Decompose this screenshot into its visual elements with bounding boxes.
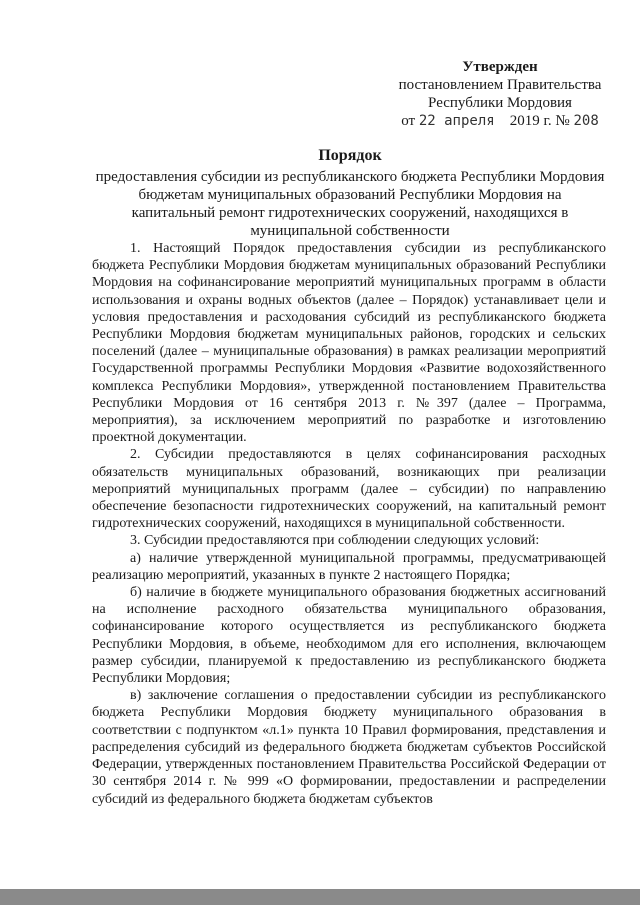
date-prefix: от [401, 113, 416, 129]
handwritten-date: 22 апреля [418, 113, 495, 129]
paragraph-3b: б) наличие в бюджете муниципального образования бюджетных ассигнований на исполнение расходного обязательства муниципального образования, софинансирование которого осуществляется из республиканского бюджета Республики Мордовия, в объеме, необходимом для его исполнения, включающем размер субсидии, планируемой к предоставлению из республиканского бюджета Республики Мордовия; [92, 585, 606, 687]
paragraph-3c: в) заключение соглашения о предоставлении субсидии из республиканского бюджета Республики Мордовия бюджету муниципального образования в соответствии с подпунктом «л.1» пункта 10 Правил формирования, представления и распределения субсидий из федерального бюджета бюджетам субъектов Российской Федерации, утвержденных постановлением Правительства Российской Федерации от 30 сентября 2014 г. № 999 «О формировании, предоставлении и распределении субсидий из федерального бюджета бюджетам субъектов [92, 688, 606, 807]
approval-block [380, 58, 620, 130]
document-body [92, 240, 606, 808]
approval-line-decree: постановлением Правительства [398, 77, 602, 93]
document-subtitle: предоставления субсидии из республиканского бюджета Республики Мордовия бюджетам муниципальных образований Республики Мордовия на капитальный ремонт гидротехнических сооружений, находящихся в муниципальной собственности [95, 169, 605, 239]
document-title-block [95, 146, 605, 240]
paragraph-1: 1. Настоящий Порядок предоставления субсидии из республиканского бюджета Республики Мордовия бюджетам муниципальных образований Республики Мордовия на софинансирование мероприятий муниципальных программ в области использования и охраны водных объектов (далее – Порядок) устанавливает цели и условия предоставления и расходования субсидий из республиканского бюджета Республики Мордовия бюджетам муниципальных районов, городских и сельских поселений (далее – муниципальные образования) в рамках реализации мероприятий Государственной программы Республики Мордовия «Развитие водохозяйственного комплекса Республики Мордовия», утвержденной постановлением Правительства Республики Мордовия от 16 сентября 2013 г. №397 (далее – Программа, мероприятия), за исключением мероприятий по разработке и изготовлению проектной документации. [92, 241, 606, 446]
scan-bottom-edge [0, 889, 640, 905]
paragraph-2: 2. Субсидии предоставляются в целях софинансирования расходных обязательств муниципальных образований, возникающих при реализации мероприятий муниципальных программ (далее – субсидии) по направлению обеспечение безопасности гидротехнических сооружений, на капитальный ремонт гидротехнических сооружений, находящихся в муниципальной собственности. [92, 447, 606, 532]
approval-line-republic: Республики Мордовия [428, 95, 572, 111]
approval-date-line [380, 112, 620, 130]
handwritten-number: 208 [573, 113, 599, 129]
document-title: Порядок [318, 147, 382, 164]
paragraph-3a: а) наличие утвержденной муниципальной программы, предусматривающей реализацию мероприятий, указанных в пункте 2 настоящего Порядка; [92, 550, 606, 583]
year-number-label: 2019 г. № [509, 113, 570, 129]
paragraph-3: 3. Субсидии предоставляются при соблюдении следующих условий: [130, 533, 540, 549]
approval-heading: Утвержден [462, 59, 538, 75]
